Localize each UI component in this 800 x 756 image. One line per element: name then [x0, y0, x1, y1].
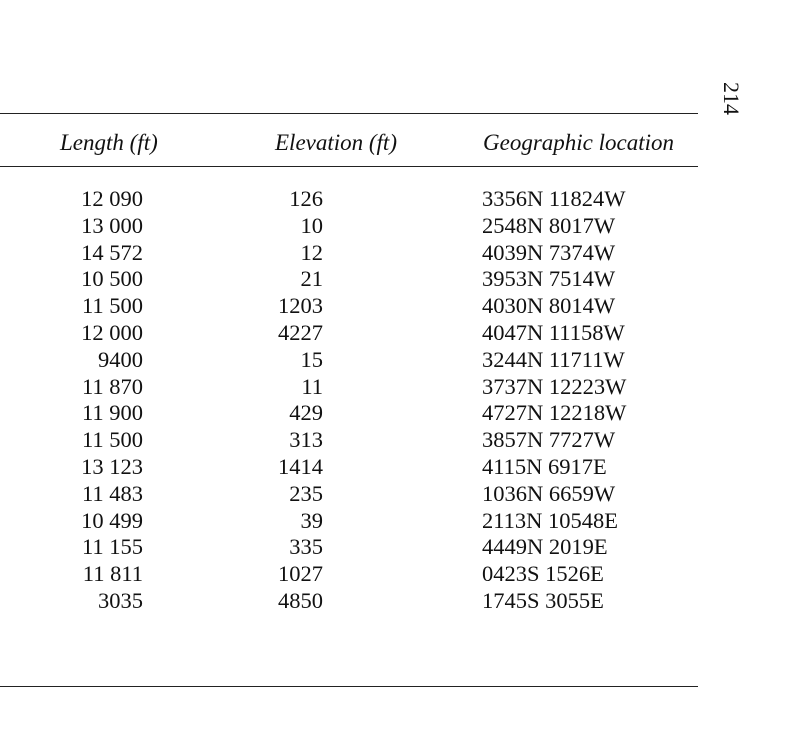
column-header-length: Length (ft) — [60, 130, 158, 155]
table-row — [0, 561, 700, 588]
elevation-cell: 235 — [289, 480, 323, 506]
location-cell: 4449N 2019E — [482, 534, 608, 560]
table-row — [0, 266, 700, 293]
location-cell: 3953N 7514W — [482, 266, 616, 292]
table-row — [0, 588, 700, 615]
elevation-cell: 4227 — [278, 319, 323, 345]
elevation-cell: 39 — [300, 507, 323, 533]
table-row — [0, 400, 700, 427]
column-header-elevation: Elevation (ft) — [275, 130, 397, 155]
location-cell: 3356N 11824W — [482, 186, 626, 211]
table-row — [0, 186, 700, 213]
table-header-rule — [0, 166, 698, 167]
elevation-cell: 4850 — [278, 587, 323, 613]
page-number: 214 — [719, 82, 744, 115]
location-cell: 4115N 6917E — [482, 453, 607, 479]
location-cell: 1745S 3055E — [482, 587, 604, 613]
elevation-cell: 21 — [300, 266, 323, 292]
elevation-cell: 10 — [300, 212, 323, 238]
table-row — [0, 213, 700, 240]
length-cell: 12 000 — [81, 319, 143, 345]
elevation-cell: 429 — [289, 400, 323, 426]
length-cell: 11 900 — [81, 400, 143, 426]
location-cell: 4030N 8014W — [482, 293, 616, 319]
elevation-cell: 313 — [289, 427, 323, 453]
table-top-rule — [0, 113, 698, 114]
elevation-cell: 11 — [301, 373, 323, 399]
table-row — [0, 481, 700, 508]
location-cell: 3857N 7727W — [482, 427, 616, 453]
length-cell: 11 483 — [81, 480, 143, 506]
table-row — [0, 454, 700, 481]
length-cell: 11 500 — [81, 293, 143, 319]
location-cell: 4727N 12218W — [482, 400, 627, 426]
table-row — [0, 508, 700, 535]
location-cell: 0423S 1526E — [482, 561, 604, 587]
length-cell: 11 155 — [81, 534, 143, 560]
location-cell: 4039N 7374W — [482, 239, 616, 265]
length-cell: 14 572 — [81, 239, 143, 265]
table-row — [0, 347, 700, 374]
elevation-cell: 12 — [300, 239, 323, 265]
location-cell: 2113N 10548E — [482, 507, 619, 533]
elevation-cell: 335 — [289, 534, 323, 560]
location-cell: 1036N 6659W — [482, 480, 616, 506]
elevation-cell: 126 — [289, 186, 323, 211]
elevation-cell: 1203 — [278, 293, 323, 319]
length-cell: 10 500 — [81, 266, 143, 292]
length-cell: 11 870 — [81, 373, 143, 399]
column-header-location: Geographic location — [483, 130, 674, 155]
location-cell: 3244N 11711W — [482, 346, 625, 372]
length-cell: 9400 — [98, 346, 143, 372]
length-cell: 13 000 — [81, 212, 143, 238]
location-cell: 2548N 8017W — [482, 212, 616, 238]
length-cell: 3035 — [98, 587, 143, 613]
table-row — [0, 374, 700, 401]
elevation-cell: 1414 — [278, 453, 323, 479]
table-bottom-rule — [0, 686, 698, 687]
table-row — [0, 320, 700, 347]
length-cell: 13 123 — [81, 453, 143, 479]
table-body — [0, 186, 700, 615]
length-cell: 12 090 — [81, 186, 143, 211]
length-cell: 11 811 — [82, 561, 143, 587]
table-row — [0, 427, 700, 454]
elevation-cell: 15 — [300, 346, 323, 372]
table-row — [0, 240, 700, 267]
table-row — [0, 534, 700, 561]
location-cell: 3737N 12223W — [482, 373, 627, 399]
length-cell: 11 500 — [81, 427, 143, 453]
location-cell: 4047N 11158W — [482, 319, 625, 345]
length-cell: 10 499 — [81, 507, 143, 533]
elevation-cell: 1027 — [278, 561, 323, 587]
table-row — [0, 293, 700, 320]
